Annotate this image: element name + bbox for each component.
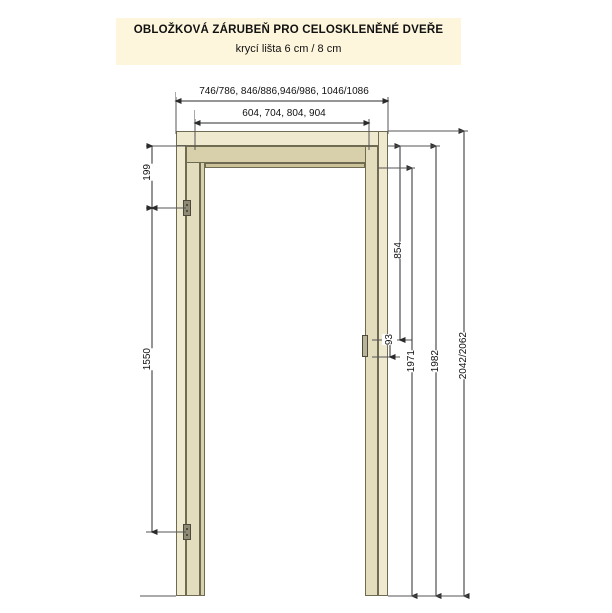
right-casing-outer	[378, 131, 388, 596]
hinge-lower-pin	[186, 528, 188, 530]
header-lintel	[186, 146, 378, 163]
diagram-subtitle: krycí lišta 6 cm / 8 cm	[235, 43, 342, 55]
left-jamb-inner-edge	[200, 146, 205, 596]
dim-hinge-93: 93	[384, 334, 395, 346]
header-casing-outer	[176, 131, 388, 146]
dim-inner-width: 604, 704, 804, 904	[195, 108, 373, 119]
hinge-upper-icon	[183, 200, 191, 216]
dim-inner-854: 854	[393, 242, 404, 259]
dim-top-left-199: 199	[142, 164, 153, 181]
title-banner	[116, 18, 461, 65]
door-handle-icon	[362, 335, 368, 357]
dim-outer-height: 2042/2062	[458, 332, 469, 380]
hinge-lower-icon	[183, 524, 191, 540]
dim-outer-width: 746/786, 846/886,946/986, 1046/1086	[176, 86, 392, 97]
diagram-title: OBLOŽKOVÁ ZÁRUBEŇ PRO CELOSKLENĚNÉ DVEŘE	[133, 24, 444, 36]
hinge-upper-pin-2	[186, 210, 188, 212]
dim-height-1982: 1982	[430, 350, 441, 373]
header-lintel-underside	[205, 163, 365, 168]
dim-inner-1971: 1971	[406, 350, 417, 373]
right-jamb	[365, 146, 378, 596]
hinge-lower-pin-2	[186, 534, 188, 536]
dim-left-1550: 1550	[142, 348, 153, 371]
hinge-upper-pin	[186, 204, 188, 206]
